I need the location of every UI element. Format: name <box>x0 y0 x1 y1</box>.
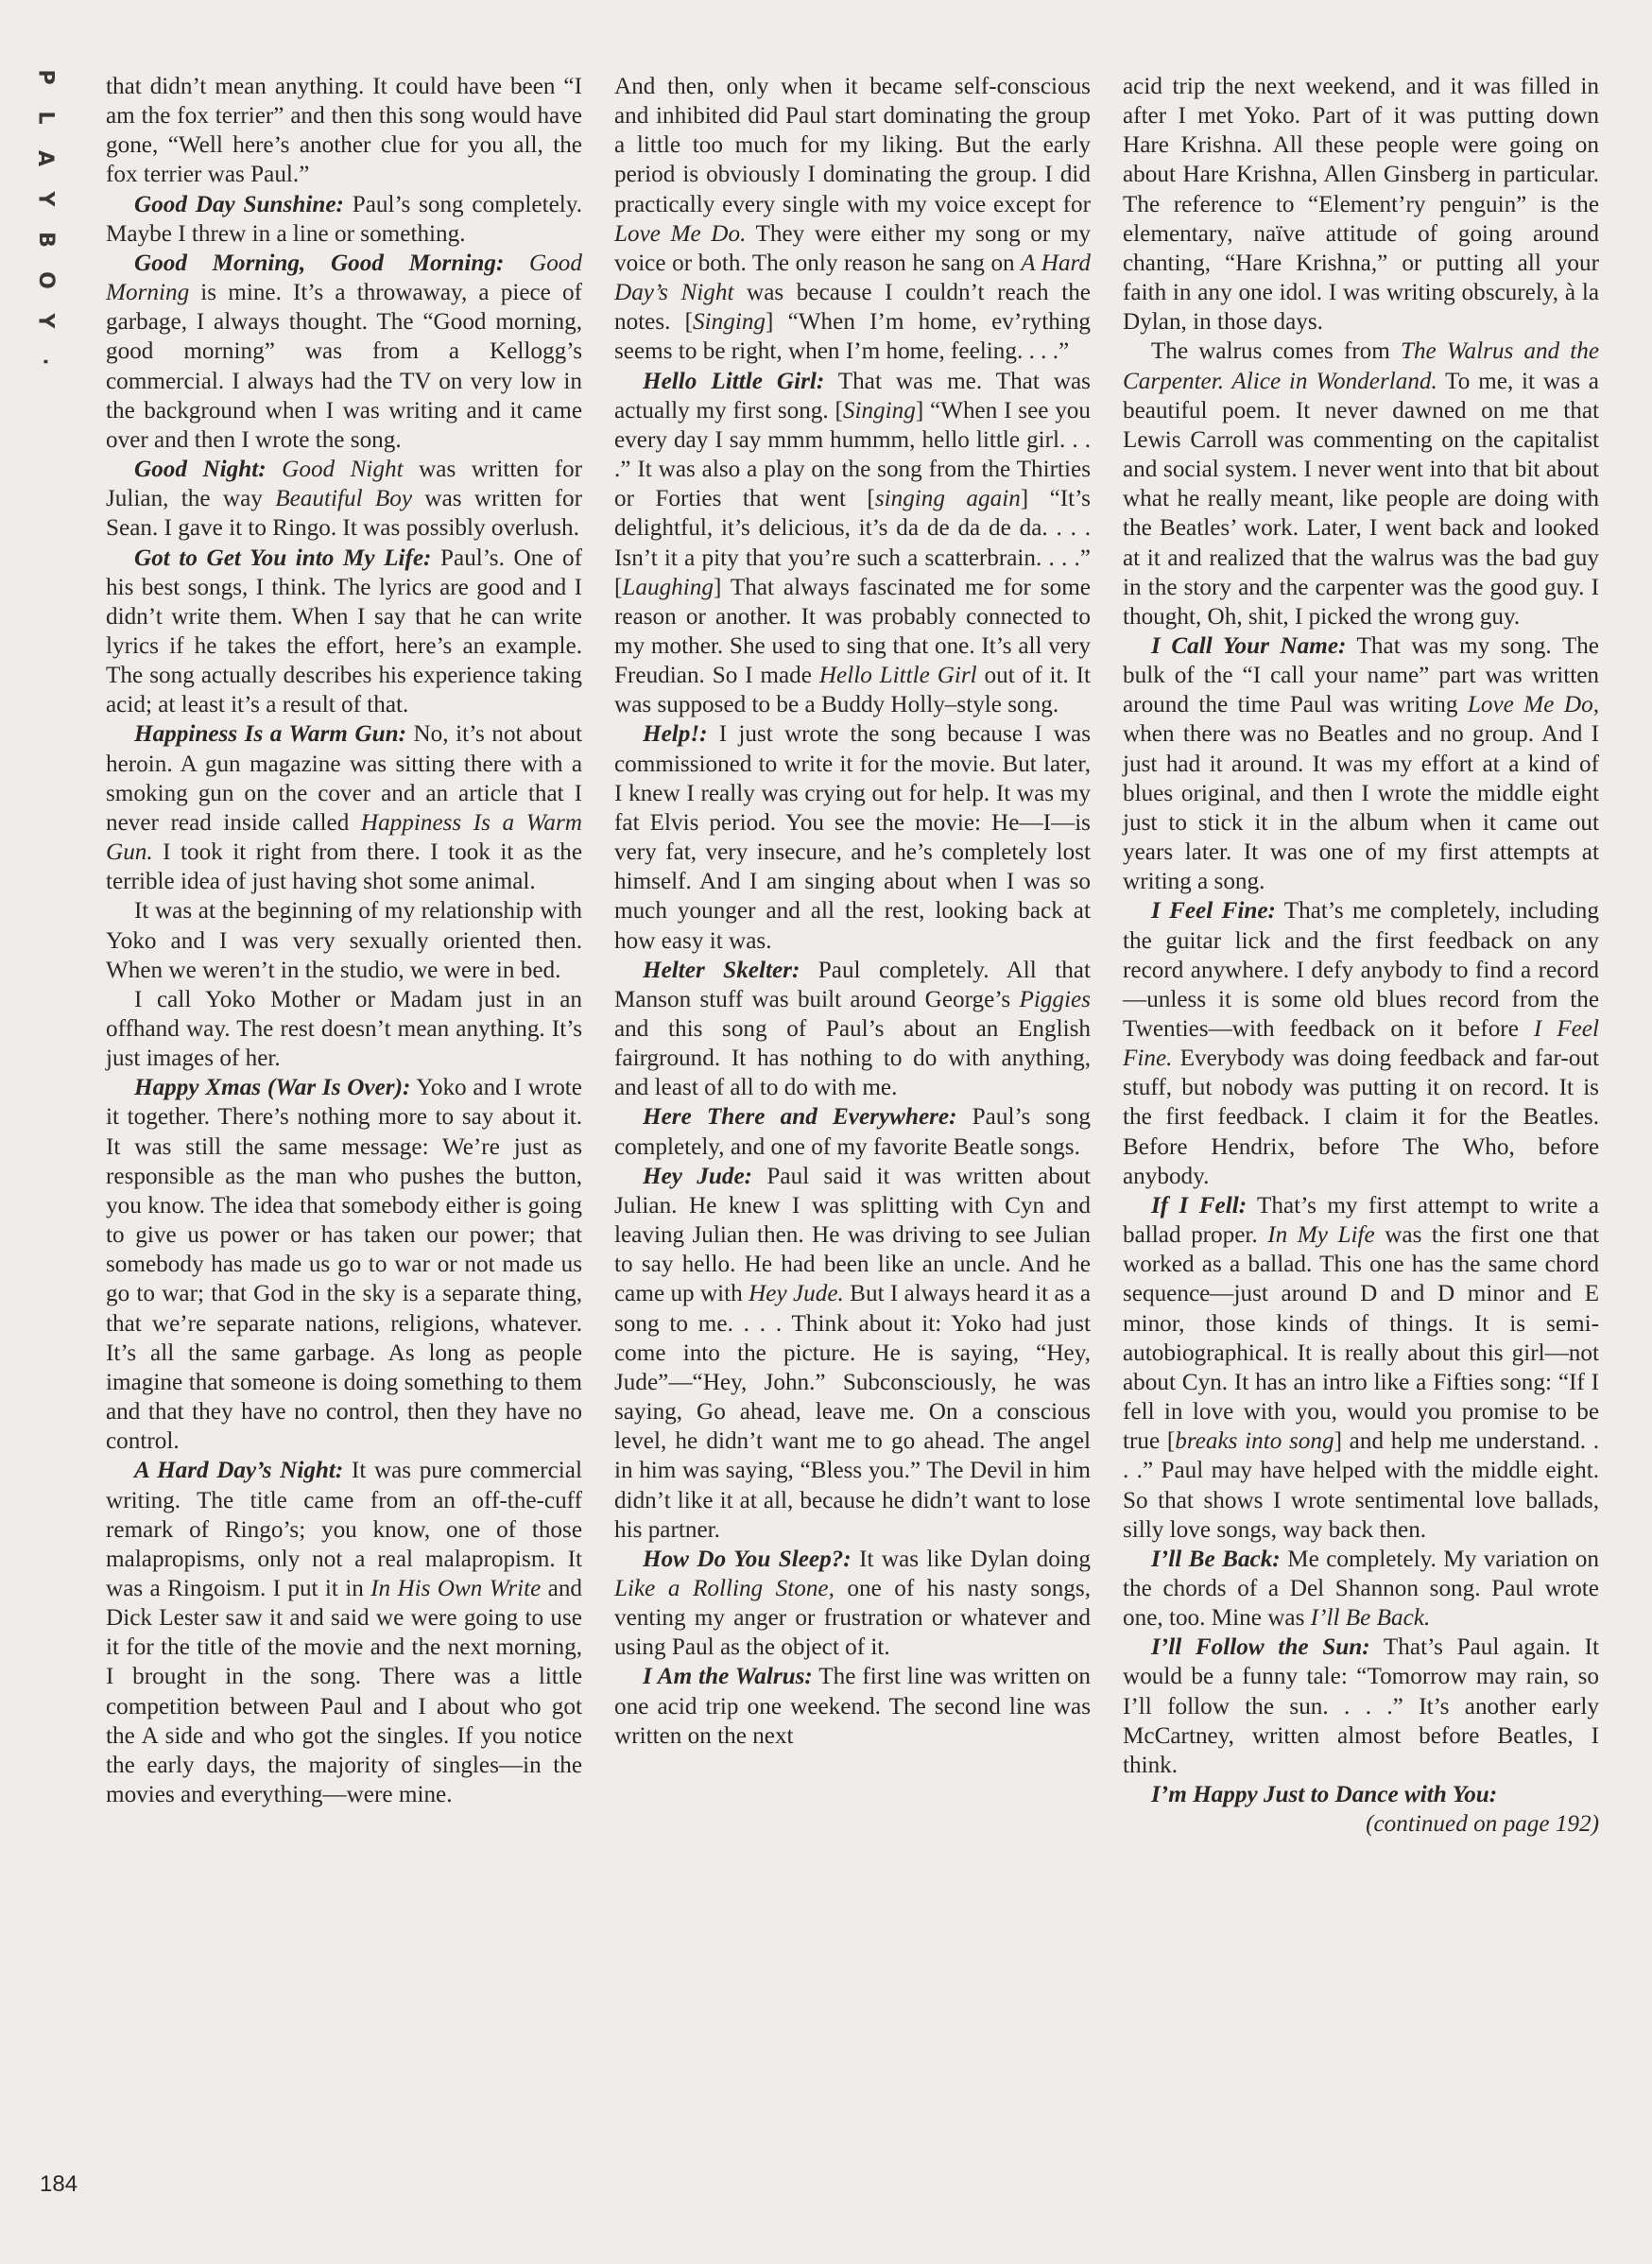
paragraph <box>106 249 582 455</box>
paragraph <box>614 72 1091 367</box>
paragraph <box>106 1073 582 1456</box>
italic-text: Like a Rolling Stone, <box>614 1575 835 1601</box>
italic-text: I’ll Be Back. <box>1310 1605 1431 1632</box>
italic-text: Hello Little Girl <box>818 663 977 689</box>
italic-text: Love Me Do, <box>1467 692 1599 718</box>
text-run: and Dick Lester saw it and said we were going to use it for the title of the movie and the next morning, I brought in the song. There was a little competition between Paul and I about who got the A side and who got the singles. If you notice the early days, the majority of singles—in the movies and everything—were mine. <box>106 1575 583 1808</box>
text-run: I just wrote the song because I was commissioned to write it for the movie. But later, I knew I really was crying out for help. It was my fat Elvis period. You see the movie: He—I—is very fat, very insecure, and he’s completely lost himself. And I am singing about when I was so much younger and all the rest, looking back at how easy it was. <box>614 721 1091 954</box>
text-run: They were either my song or my voice or both. The only reason he sang on <box>614 220 1092 276</box>
text-run: acid trip the next weekend, and it was filled in after I met Yoko. Part of it was putting down Hare Krishna. All these people were going on about Hare Krishna, Allen Ginsberg in particular. The reference to “Element’ry penguin” is the elementary, naïve attitude of going around chanting, “Hare Krishna,” or putting all your faith in any one idol. I was writing obscurely, à la Dylan, in those days. <box>1123 74 1599 336</box>
text-column-1 <box>106 72 582 1809</box>
italic-text: Love Me Do. <box>614 220 747 247</box>
text-run: Paul’s song completely, and one of my favorite Beatle songs. <box>614 1104 1091 1160</box>
paragraph <box>614 1545 1091 1663</box>
text-run: And then, only when it became self-conscious and inhibited did Paul start dominating the group a little too much for my liking. But the early period is obviously I dominating the group. I did practically every single with my voice except for <box>614 74 1091 217</box>
text-run: was written for Sean. I gave it to Ringo. It was possibly overlush. <box>106 486 582 542</box>
text-run: out of it. It was supposed to be a Buddy Holly–style song. <box>614 663 1091 718</box>
text-run: Paul said it was written about Julian. He knew I was splitting with Cyn and leaving Julian then. He was driving to see Julian to say hello. He had been like an uncle. And he came up with <box>614 1163 1092 1307</box>
italic-text: Laughing <box>622 574 714 600</box>
sidebar-letter: A <box>33 149 58 167</box>
sidebar-letter: · <box>34 357 58 366</box>
italic-text: singing again <box>874 486 1021 512</box>
italic-text: Good Night <box>282 457 404 483</box>
paragraph <box>614 1662 1091 1750</box>
paragraph <box>106 985 582 1073</box>
text-run: is mine. It’s a throwaway, a piece of garbage, I always thought. The “Good morning, good morning” was from a Kellogg’s commercial. I always had the TV on very low in the background when I was writing and it came over and then I wrote the song. <box>106 280 582 453</box>
text-run: No, it’s not about heroin. A gun magazine was sitting there with a smoking gun on the cover and an article that I never read inside called <box>106 721 582 836</box>
paragraph <box>106 190 582 249</box>
paragraph <box>106 719 582 896</box>
text-run <box>504 251 529 276</box>
text-column-2 <box>614 72 1091 1751</box>
text-run: Everybody was doing feedback and far-out stuff, but nobody was putting it on record. It is the first feedback. I claim it for the Beatles. Before Hendrix, before The Who, before anybody. <box>1123 1046 1599 1189</box>
song-title: Hey Jude: <box>643 1163 753 1189</box>
paragraph <box>1123 896 1599 1191</box>
page-number: 184 <box>40 2171 78 2197</box>
text-run: That’s me completely, including the guitar lick and the first feedback on any record anywhere. I defy anybody to find a record—unless it is some old blues record from the Twenties—with feedback on it before <box>1123 898 1599 1042</box>
text-run: It was like Dylan doing <box>851 1546 1091 1572</box>
text-run: I call Yoko Mother or Madam just in an offhand way. The rest doesn’t mean anything. It’s just images of her. <box>106 986 582 1072</box>
song-title: Help!: <box>643 721 708 748</box>
song-title: Helter Skelter: <box>643 957 800 983</box>
paragraph <box>1123 1545 1599 1633</box>
italic-text: I Feel Fine. <box>1123 1016 1599 1072</box>
italic-text: A Hard Day’s Night <box>614 250 1091 306</box>
song-title: I’ll Be Back: <box>1151 1546 1281 1572</box>
italic-text: In His Own Write <box>370 1575 542 1601</box>
text-run: ] “It’s delightful, it’s delicious, it’s da de da de da. . . . Isn’t it a pity that you’re such a scatterbrain. . . .” [ <box>614 486 1091 600</box>
italic-text: Hey Jude. <box>749 1281 844 1307</box>
text-run: It was pure commercial writing. The title came from an off-the-cuff remark of Ringo’s; you know, one of those malapropisms, only not a real malapropism. It was a Ringoism. I put it in <box>106 1458 582 1601</box>
sidebar-letter: Y <box>33 313 58 329</box>
paragraph <box>106 896 582 984</box>
song-title: Hello Little Girl: <box>643 368 825 394</box>
song-title: Happiness Is a Warm Gun: <box>134 721 406 748</box>
italic-text: breaks into song <box>1175 1428 1334 1455</box>
sidebar-letter: B <box>33 232 58 248</box>
text-run: That’s Paul again. It would be a funny tale: “Tomorrow may rain, so I’ll follow the sun. . . .” It’s another early McCartney, written almost before Beatles, I think. <box>1123 1634 1599 1778</box>
text-run: I took it right from there. I took it as the terrible idea of just having shot some animal. <box>106 839 582 895</box>
text-run: That was my song. The bulk of the “I call your name” part was written around the time Paul was writing <box>1123 632 1599 718</box>
paragraph <box>1123 1633 1599 1780</box>
text-run: ] “When I see you every day I say mmm hummm, hello little girl. . . .” It was also a play on the song from the Thirties or Forties that went [ <box>614 397 1091 512</box>
text-run: was the first one that worked as a ballad. This one has the same chord sequence—just around D and D minor and E minor, those kinds of things. It is semi-autobiographical. It is really about this girl—not about Cyn. It has an intro like a Fifties song: “If I fell in love with you, would you promise to be true [ <box>1123 1222 1600 1455</box>
paragraph <box>614 1102 1091 1161</box>
text-column-3 <box>1123 72 1599 1839</box>
text-run: ] and help me understand. . . .” Paul may have helped with the middle eight. So that shows I wrote sentimental love ballads, silly love songs, way back then. <box>1123 1428 1600 1543</box>
magazine-sidebar <box>26 57 64 382</box>
paragraph <box>1123 337 1599 631</box>
paragraph <box>614 367 1091 720</box>
italic-text: Singing <box>842 397 916 423</box>
text-run: was written for Julian, the way <box>106 457 582 512</box>
song-title: Here There and Everywhere: <box>643 1104 957 1131</box>
italic-text: In My Life <box>1267 1222 1375 1249</box>
sidebar-letter: L <box>33 111 58 125</box>
text-run: Paul’s song completely. Maybe I threw in a line or something. <box>106 191 583 247</box>
text-run: Yoko and I wrote it together. There’s nothing more to say about it. It was still the same message: We’re just as responsible as the man who pushes the button, you know. The idea that somebody either is going to give us power or has taken our power; that somebody has made us go to war or not made us go to war; that God in the sky is a separate thing, that we’re separate nations, religions, whatever. It’s all the same garbage. As long as people imagine that someone is doing something to them and that they have no control, then they have no control. <box>106 1075 582 1455</box>
text-run: That was me. That was actually my first song. [ <box>614 368 1091 423</box>
sidebar-letter: O <box>33 271 58 289</box>
paragraph <box>1123 1191 1599 1545</box>
text-run: Paul’s. One of his best songs, I think. The lyrics are good and I didn’t write them. When I say that he can write lyrics if he takes the effort, here’s an example. The song actually describes his experience taking acid; at least it’s a result of that. <box>106 544 582 718</box>
paragraph <box>614 1162 1091 1545</box>
sidebar-letter: Y <box>33 191 58 207</box>
text-run: ] “When I’m home, ev’rything seems to be right, when I’m home, feeling. . . .” <box>614 309 1092 365</box>
song-title: Good Day Sunshine: <box>134 191 344 217</box>
text-run: Paul completely. All that Manson stuff was built around George’s <box>614 957 1091 1012</box>
sidebar-letter: P <box>33 69 58 85</box>
song-title: If I Fell: <box>1151 1192 1248 1218</box>
song-title: I Am the Walrus: <box>643 1664 813 1690</box>
text-run: It was at the beginning of my relationship with Yoko and I was very sexually oriented then. When we weren’t in the studio, we were in bed. <box>106 898 582 983</box>
italic-text: Singing <box>693 309 766 336</box>
text-run: Me completely. My variation on the chords of a Del Shannon song. Paul wrote one, too. Mine was <box>1123 1546 1599 1632</box>
paragraph <box>1123 72 1599 337</box>
song-title: How Do You Sleep?: <box>643 1546 852 1572</box>
continued-note <box>1123 1809 1599 1839</box>
text-run: that didn’t mean anything. It could have been “I am the fox terrier” and then this song would have gone, “Well here’s another clue for you all, the fox terrier was Paul.” <box>106 74 582 188</box>
text-run: when there was no Beatles and no group. And I just had it around. It was my effort at a kind of blues original, and then I wrote the middle eight just to stick it in the album when it came out years later. It was one of my first attempts at writing a song. <box>1123 721 1599 895</box>
italic-text: Beautiful Boy <box>275 486 413 512</box>
text-run: The first line was written on one acid trip one weekend. The second line was written on the next <box>614 1664 1092 1749</box>
paragraph <box>106 72 582 190</box>
italic-text: The Walrus and the Carpenter. Alice in Wonderland. <box>1123 338 1599 394</box>
paragraph <box>614 719 1091 955</box>
song-title: Happy Xmas (War Is Over): <box>134 1075 411 1101</box>
text-run: But I always heard it as a song to me. . . . Think about it: Yoko had just come into the picture. He is saying, “Hey, Jude”—“Hey, John.” Subconsciously, he was saying, Go ahead, leave me. On a conscious level, he didn’t want me to go ahead. The angel in him was saying, “Bless you.” The Devil in him didn’t like it at all, because he didn’t want to lose his partner. <box>614 1281 1091 1543</box>
song-title: I Feel Fine: <box>1151 898 1276 925</box>
text-run: (continued on page 192) <box>1366 1811 1599 1838</box>
paragraph <box>106 455 582 543</box>
text-run: The walrus comes from <box>1151 338 1401 365</box>
paragraph <box>106 1456 582 1809</box>
song-title: I’m Happy Just to Dance with You: <box>1151 1782 1498 1808</box>
paragraph <box>614 956 1091 1103</box>
song-title: Good Night: <box>134 457 267 483</box>
song-title: I’ll Follow the Sun: <box>1151 1634 1370 1661</box>
song-title: Good Morning, Good Morning: <box>134 250 505 276</box>
text-run: and this song of Paul’s about an English fairground. It has nothing to do with anything, and least of all to do with me. <box>614 1016 1091 1101</box>
song-title: Got to Get You into My Life: <box>134 544 432 571</box>
text-run: To me, it was a beautiful poem. It never dawned on me that Lewis Carroll was commenting on the capitalist and social system. I never went into that bit about what he really meant, like people are doing with the Beatles’ work. Later, I went back and looked at it and realized that the walrus was the bad guy in the story and the carpenter was the good guy. I thought, Oh, shit, I picked the wrong guy. <box>1123 368 1599 630</box>
paragraph <box>106 544 582 720</box>
italic-text: Happiness Is a Warm Gun. <box>106 809 582 866</box>
paragraph <box>1123 631 1599 896</box>
song-title: A Hard Day’s Night: <box>134 1458 344 1484</box>
text-run: one of his nasty songs, venting my anger or frustration or whatever and using Paul as the object of it. <box>614 1575 1092 1661</box>
text-run: was because I couldn’t reach the notes. [ <box>614 280 1091 336</box>
song-title: I Call Your Name: <box>1151 632 1347 659</box>
italic-text: Good Morning <box>106 250 582 306</box>
paragraph <box>1123 1780 1599 1809</box>
text-run: ] That always fascinated me for some reason or another. It was probably connected to my mother. She used to sing that one. It’s all very Freudian. So I made <box>614 574 1091 689</box>
text-run <box>267 457 283 482</box>
text-run: That’s my first attempt to write a ballad proper. <box>1123 1192 1599 1249</box>
italic-text: Piggies <box>1019 986 1091 1012</box>
